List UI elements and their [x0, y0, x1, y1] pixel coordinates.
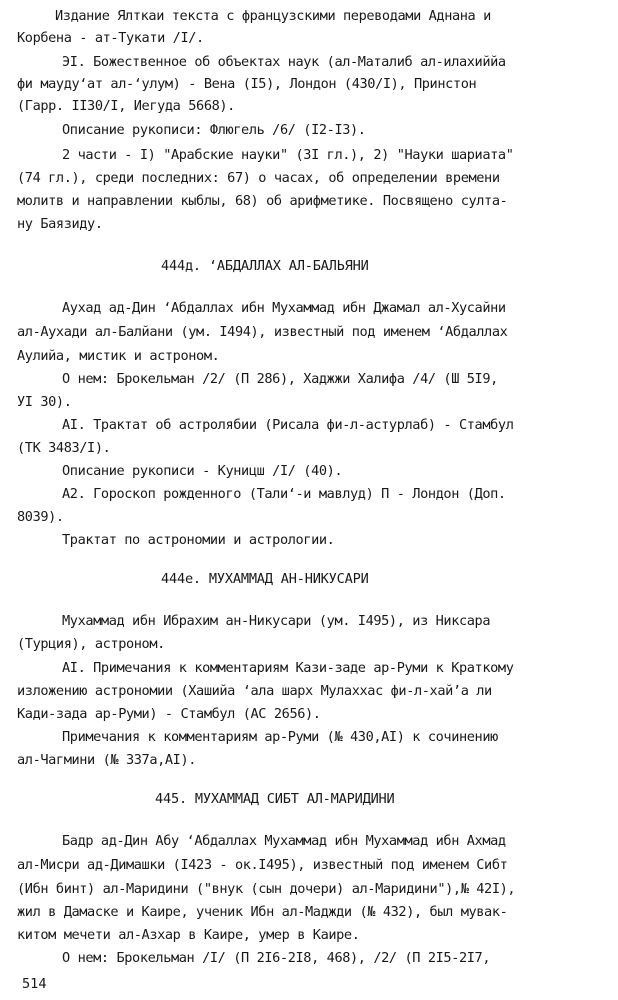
- text-line: ал-Мисри ад-Димашки (I423 - ок.I495), известный под именем Сибт: [17, 857, 508, 873]
- entry-line: Мухаммад ибн Ибрахим ан-Никусари (ум. I495), из Никсара: [62, 613, 491, 629]
- text-line: АI. Примечания к комментариям Кази-заде ар-Руми к Краткому: [62, 660, 514, 676]
- text-line: Примечания к комментариям ар-Руми (№ 430,АI) к сочинению: [62, 729, 498, 745]
- text-line: Трактат по астрономии и астрологии.: [62, 532, 335, 548]
- entry-line: Бадр ад-Дин Абу ‘Абдаллах Мухаммад ибн Мухаммад ибн Ахмад: [62, 833, 506, 849]
- text-line: (ТК 3483/I).: [17, 440, 111, 456]
- text-line: Описание рукописи: Флюгель /6/ (I2-I3).: [62, 122, 366, 138]
- text-line: Кади-зада ар-Руми) - Стамбул (АС 2656).: [17, 706, 321, 722]
- text-line: Описание рукописи - Куницш /I/ (40).: [62, 463, 343, 479]
- entry-line: ЭI. Божественное об объектах наук (ал-Маталиб ал-илахиййа: [62, 54, 506, 70]
- text-line: китом мечети ал-Азхар в Каире, умер в Каире.: [17, 927, 360, 943]
- text-line: УI 30).: [17, 394, 72, 410]
- text-line: 8039).: [17, 509, 64, 525]
- text-line: ал-Чагмини (№ 337а,АI).: [17, 752, 197, 768]
- text-line: (Гарр. II30/I, Иегуда 5668).: [17, 98, 235, 114]
- section-heading: 444д. ‘АБДАЛЛАХ АЛ-БАЛЬЯНИ: [161, 258, 369, 274]
- text-line: фи мауду‘ат ал-‘улум) - Вена (I5), Лондон (430/I), Принстон: [17, 76, 477, 92]
- text-line: О нем: Брокельман /2/ (П 286), Хаджжи Халифа /4/ (Ш 5I9,: [62, 371, 498, 387]
- text-line: АI. Трактат об астролябии (Рисала фи-л-астурлаб) - Стамбул: [62, 417, 514, 433]
- text-line: О нем: Брокельман /I/ (П 2I6-2I8, 468), /2/ (П 2I5-2I7,: [62, 950, 491, 966]
- text-line: молитв и направлении кыблы, 68) об арифметике. Посвящено султа-: [17, 193, 508, 209]
- text-line: ну Баязиду.: [17, 216, 103, 232]
- text-line: изложению астрономии (Хашийа ‘ала шарх Мулаххас фи-л-хай’а ли: [17, 683, 492, 699]
- section-heading: 444е. МУХАММАД АН-НИКУСАРИ: [161, 571, 369, 587]
- text-line: (74 гл.), среди последних: 67) о часах, об определении времени: [17, 170, 500, 186]
- page-number: 514: [22, 976, 47, 992]
- text-line: А2. Гороскоп рожденного (Тали‘-и мавлуд) П - Лондон (Доп.: [62, 486, 506, 502]
- entry-line: Аухад ад-Дин ‘Абдаллах ибн Мухаммад ибн Джамал ал-Хусайни: [62, 300, 506, 316]
- text-line: Аулийа, мистик и астроном.: [17, 348, 220, 364]
- text-line: Издание Ялткаи текста с французскими переводами Аднана и: [55, 8, 491, 24]
- text-line: (Турция), астроном.: [17, 636, 165, 652]
- section-heading: 445. МУХАММАД СИБТ АЛ-МАРИДИНИ: [155, 791, 395, 807]
- text-line: Корбена - ат-Тукати /I/.: [17, 30, 204, 46]
- text-line: ал-Аухади ал-Балйани (ум. I494), известный под именем ‘Абдаллах: [17, 324, 508, 340]
- text-line: жил в Дамаске и Каире, ученик Ибн ал-Маджди (№ 432), был мувак-: [17, 904, 508, 920]
- text-line: 2 части - I) "Арабские науки" (3I гл.), 2) "Науки шариата": [62, 147, 514, 163]
- text-line: (Ибн бинт) ал-Маридини ("внук (сын дочери) ал-Маридини"),№ 42I),: [17, 881, 516, 897]
